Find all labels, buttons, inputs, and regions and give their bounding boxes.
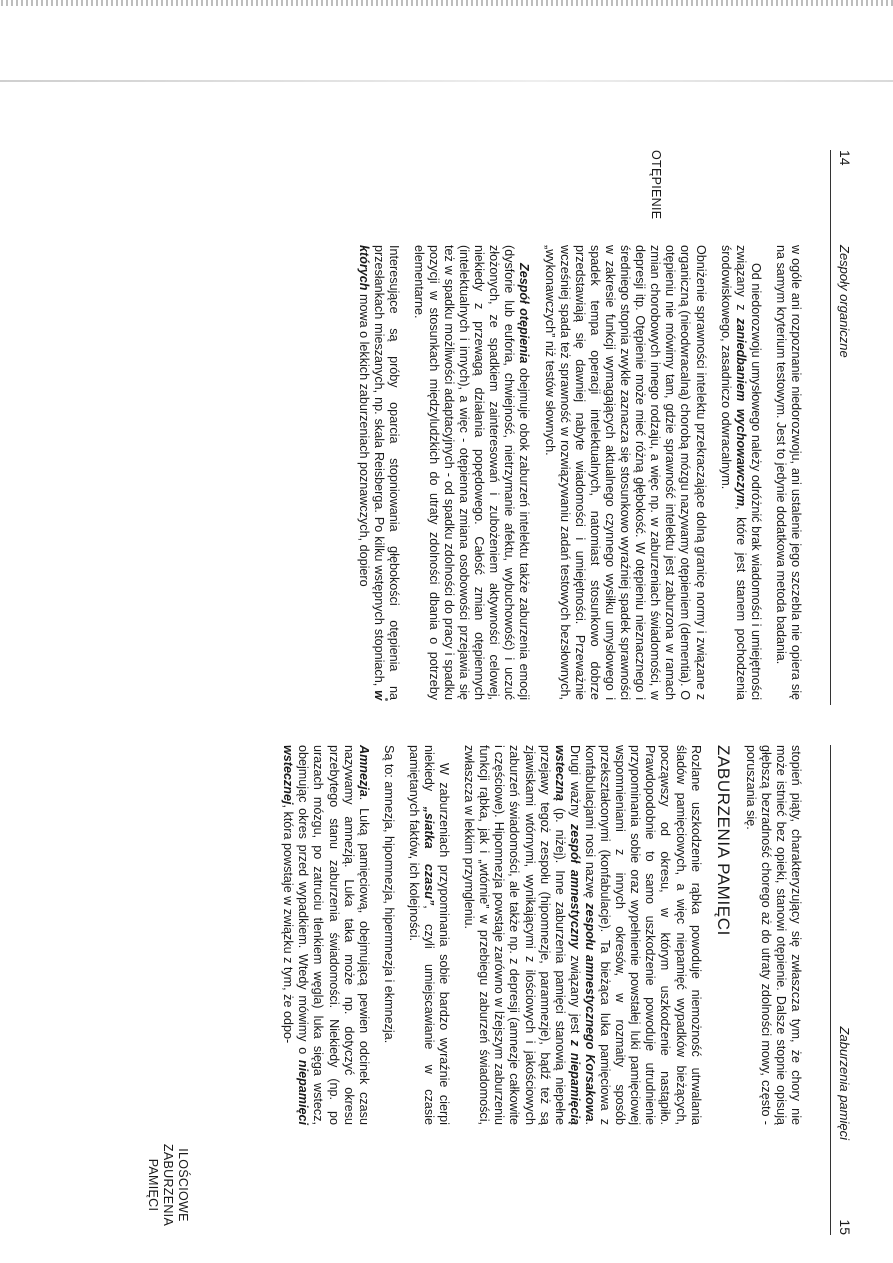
right-page-header: [830, 745, 855, 1235]
section-heading: ZABURZENIA PAMIĘCI: [713, 745, 733, 936]
emphasized-term: Zespół otępienia: [517, 263, 532, 364]
emphasized-term: niepamięci wstecznej: [281, 745, 311, 1125]
right-paragraph-4: [280, 745, 371, 1125]
left-paragraph-2: [718, 245, 763, 700]
right-running-title: Zaburzenia pamięci: [837, 1026, 852, 1140]
paragraph-text: , czyli umiejscawianie w czasie pamiętanych faktów, ich kolejności.: [406, 745, 437, 1125]
emphasized-term: zespół amnestyczny: [567, 823, 582, 949]
scan-shadow-line: [0, 80, 893, 82]
right-page-body: [20, 745, 803, 1125]
paragraph-text: (p. niżej). Inne zaburzenia pamięci stanowią niepełne przejawy tegoż zespołu (hipomnezje, paramnezje), bądź też są zjawiskami wtórnymi, wynikającymi z ilościowych i jakościowych zaburzeń świadomości, ale także np. z depresji (amnezje całkowite i częściowe). Hipomnezja powstaje zarówno w lżejszym zaburzeniu funkcji rąbka, jak i „wtórnie” w przebiegu zaburzeń świadomości, zwłaszcza w lekkim przymgleniu.: [462, 745, 567, 1125]
paragraph-text: W zaburzeniach przypominania sobie bardzo wyraźnie cierpi niekiedy: [422, 745, 452, 1125]
left-paragraph-3: [542, 245, 708, 700]
left-page-header: [830, 150, 855, 705]
right-intro-paragraph: stopień piąty, charakteryzujący się zwłaszcza tym, że chory nie może istnieć bez opieki, stanowi otępienie. Dalsze stopnie opisują głębszą bezradność chorego aż do utraty zdolności mowy, często - poruszania się.: [743, 745, 803, 1125]
otepienie-side-label: OTĘPIENIE: [649, 150, 663, 220]
emphasized-term: zespołu amnestycznego Korsakowa: [582, 903, 597, 1122]
paragraph-text: , które jest stanem pochodzenia środowiskowego, zasadniczo odwracalnym.: [718, 245, 748, 700]
right-paragraph-3: [381, 745, 396, 1125]
left-page-number: 14: [837, 150, 853, 166]
paragraph-text: Rozlane uszkodzenie rąbka powoduje niemożność utrwalania śladów pamięciowych, a więc niepamięć wypadków bieżących, począwszy od okresu, w którym uszkodzenie nastąpiło. Prawdopodobnie to samo uszkodzenie powoduje utrudnienie przypominania sobie oraz wypełnienie powstałej luki pamięciowej wspomnieniami z innych okresów, w rozmaity sposób przekształconymi (konfabulacje). Ta bieżąca luka pamięciowa z konfabulacjami nosi nazwę: [582, 745, 703, 1125]
emphasized-term: zaniedbaniem wychowawczym: [733, 318, 748, 507]
paragraph-text: Obniżenie sprawności intelektu przekraczające dolną granicę normy i związane z organiczną (nieodwracalną) chorobą mózgu nazywamy otępieniem (dementia). O otępieniu nie mówimy tam, gdzie sprawność intelektu jest zaburzona w ramach zmian chorobowych innego rodzaju, a więc np. w zaburzeniach świadomości, w depresji itp. Otępienie może mieć różną głębokość. W otępieniu nieznacznego i średniego stopnia zwykle zaznacza się stosunkowo wyraźniej spadek sprawności w zakresie funkcji wymagających aktualnego czynnego wysiłku umysłowego i spadek tempa operacji intelektualnych, natomiast stosunkowo dobrze przedstawiają się dawniej nabyte wiadomości i umiejętności. Przeważnie wcześniej spada też sprawność w rozwiązywaniu zadań testowych bezsłownych, „wykonawczych” niż testów słownych.: [542, 245, 708, 700]
paragraph-text: , która powstaje w związku z tym, że odpo-: [281, 804, 296, 1044]
paragraph-text: związany jest: [567, 948, 582, 1040]
scan-edge: [0, 0, 893, 6]
left-running-title: Zespoły organiczne: [837, 245, 852, 358]
paragraph-text: . Luką pamięciową, obejmującą pewien odcinek czasu nazywamy amnezją. Luka taka może np. dotyczyć okresu przebytego stanu zaburzenia świadomości. Niekiedy (np. po urazach mózgu, po zatruciu tlenkiem węgla) luka sięga wstecz, obejmując okres przed wypadkiem. Wtedy mówimy o: [296, 745, 371, 1125]
right-paragraph-1: [461, 745, 703, 1125]
paragraph-text: . Drugi ważny: [567, 745, 597, 1125]
ilosciowe-side-label: ILOŚCIOWE ZABURZENIA PAMIĘCI: [146, 1143, 190, 1227]
paragraph-text: Interesujące są próby oparcia stopniowania głębokości otępienia na przesłankach mieszanych, np. skala Reisberga. Po kilku wstępnych stopniach,: [371, 245, 401, 700]
right-paragraph-2: [406, 745, 451, 1125]
left-paragraph-1: [773, 245, 803, 700]
left-page-body: [20, 245, 803, 700]
paragraph-text: w ogóle ani rozpoznanie niedorozwoju, ani ustalenie jego szczebla nie opiera się na samym kryterium testowym. Jest to jedynie dodatkowa metoda badania.: [773, 245, 803, 700]
paragraph-text: Są to: amnezja, hipomnezja, hipermnezja i ekmnezja.: [381, 745, 396, 1044]
paragraph-text: obejmuje obok zaburzeń intelektu także zaburzenia emocji (dysforie lub euforia, chwiejność, nietrzymanie afektu, wybuchowość) i uczuć złożonych, ze spadkiem zainteresowań i zubożeniem aktywności celowej, niekiedy z przewagą działania popędowego. Całość zmian otępiennych (intelektualnych i innych), a więc - otępienna zmiana osobowości przejawia się też w spadku możliwości adaptacyjnych - od spadku zdolności do pracy i spadku pozycji w stosunkach międzyludzkich do utraty zdolności dbania o potrzeby elementarne.: [411, 245, 532, 700]
paragraph-text: Od niedorozwoju umysłowego należy odróżnić brak wiadomości i umiejętności związany z: [733, 245, 763, 700]
emphasized-term: z niepamięcią wsteczną: [552, 745, 582, 1125]
right-page: [0, 745, 893, 1235]
emphasized-term: w których: [356, 245, 386, 700]
left-page: [0, 150, 893, 705]
left-paragraph-4: [411, 245, 532, 700]
emphasized-term: Amnezja: [356, 745, 371, 797]
left-paragraph-5: [355, 245, 400, 700]
emphasized-term: „siatka czasu”: [422, 806, 437, 906]
right-page-number: 15: [837, 1219, 853, 1235]
paragraph-text: mowa o lekkich zaburzeniach poznawczych, dopiero: [356, 290, 371, 587]
